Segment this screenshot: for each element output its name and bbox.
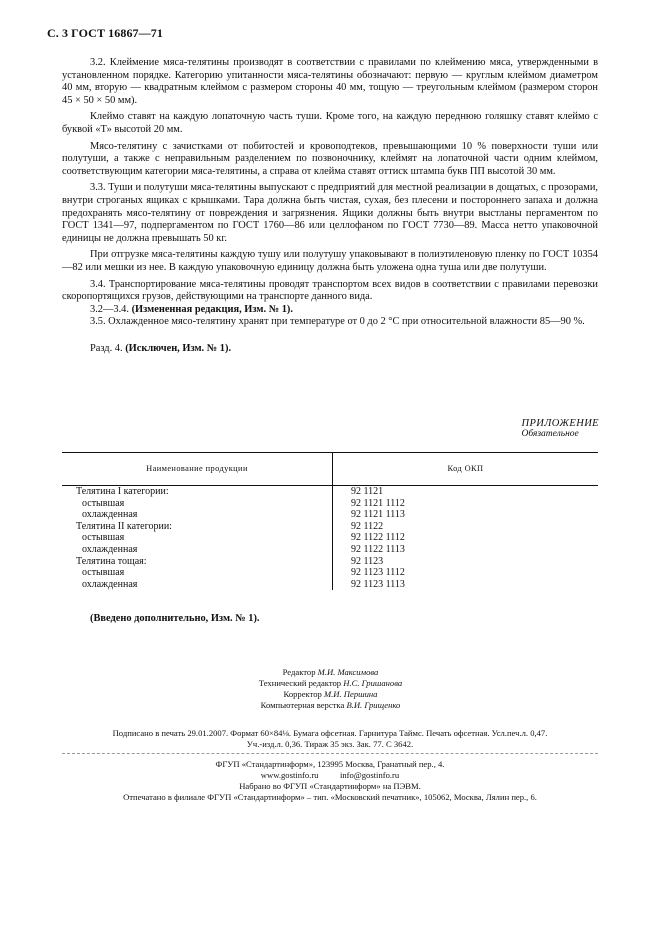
paragraph-section-4: [62, 343, 598, 356]
footer-website: www.gostinfo.ru: [260, 770, 319, 780]
layout-role: Компьютерная верстка: [260, 700, 345, 710]
product-name-cell: Телятина II категории:: [62, 521, 333, 533]
proofreader-name: М.И. Першина: [323, 689, 378, 699]
product-name-cell: Телятина I категории:: [62, 486, 333, 498]
footer-line-3: Набрано во ФГУП «Стандартинформ» на ПЭВМ.: [239, 781, 421, 791]
imprint-block: [40, 728, 620, 750]
imprint-line-1: Подписано в печать 29.01.2007. Формат 60×84⅛. Бумага офсетная. Гарнитура Таймс. Печать офсетная. Усл.печ.л. 0,47.: [112, 728, 548, 738]
paragraph-3-4: 3.4. Транспортирование мяса-телятины проводят транспортом всех видов в соответствии с правилами перевозки скоропортящихся грузов, действующими на транспорте данного вида.: [62, 278, 598, 303]
tech-editor-role: Технический редактор: [258, 678, 342, 688]
okp-code-cell: 92 1123: [351, 555, 384, 567]
credits-block: [0, 667, 661, 711]
table-row: [62, 498, 598, 510]
appendix-heading: [522, 418, 600, 439]
appendix-title: ПРИЛОЖЕНИЕ: [521, 418, 599, 429]
main-text: [62, 57, 598, 355]
okp-code-cell: 92 1121 1113: [351, 509, 405, 521]
page-header: С. 3 ГОСТ 16867—71: [47, 26, 163, 40]
paragraph-trimmings: Мясо-телятину с зачистками от побитостей и кровоподтеков, превышающими 10 % поверхности туши или полутуши, а также с неправильным разделением по позвоночнику, клеймят на лопаточной части одним клеймом, соответствующим категории мяса-телятины, а справа от клейма ставят оттиск штампа букв ПП высотой 30 мм.: [62, 140, 598, 177]
product-name-cell: остывшая: [62, 532, 333, 544]
okp-code-table: [62, 452, 598, 590]
proofreader-role: Корректор: [283, 689, 322, 699]
tech-editor-name: Н.С. Гришанова: [343, 678, 403, 688]
table-row: [62, 532, 598, 544]
table-row: [62, 486, 598, 498]
table-row: [62, 521, 598, 533]
product-name-cell: охлажденная: [62, 544, 333, 556]
paragraph-shipping: При отгрузке мяса-телятины каждую тушу или полутушу упаковывают в полиэтиленовую пленку по ГОСТ 10354—82 или мешки из нее. В каждую упаковочную единицу должна быть уложена одна туша или две полутуши.: [62, 249, 598, 273]
okp-code-cell: 92 1121: [351, 486, 384, 497]
amendment-prefix: 3.2—3.4.: [90, 303, 129, 315]
credit-tech-editor: [0, 678, 661, 689]
table-header-row: [62, 453, 598, 486]
section-4-prefix: Разд. 4.: [90, 342, 123, 354]
table-row: [62, 509, 598, 521]
credit-layout: [0, 700, 661, 711]
product-name-cell: остывшая: [62, 498, 333, 510]
credit-editor: [0, 667, 661, 678]
table-row: [62, 579, 598, 591]
okp-code-cell: 92 1123 1112: [351, 567, 405, 579]
paragraph-amendment: [62, 304, 598, 317]
added-note: (Введено дополнительно, Изм. № 1).: [90, 613, 260, 624]
imprint-line-2: Уч.-изд.л. 0,36. Тираж 35 экз. Зак. 77. С 3642.: [246, 739, 414, 749]
table-row: [62, 556, 598, 568]
section-4-note: (Исключен, Изм. № 1).: [125, 342, 232, 354]
amendment-note: (Измененная редакция, Изм. № 1).: [131, 303, 293, 315]
layout-name: В.И. Грищенко: [346, 700, 401, 710]
publisher-footer: [40, 759, 620, 803]
column-header-product: Наименование продукции: [62, 453, 333, 486]
table-row: [62, 544, 598, 556]
okp-code-cell: 92 1122: [351, 520, 384, 532]
editor-name: М.И. Максимова: [317, 667, 379, 677]
editor-role: Редактор: [282, 667, 316, 677]
separator-line: [62, 753, 598, 754]
footer-line-1: ФГУП «Стандартинформ», 123995 Москва, Гранатный пер., 4.: [215, 759, 445, 769]
paragraph-stamp-placement: Клеймо ставят на каждую лопаточную часть туши. Кроме того, на каждую переднюю голяшку ставят клеймо с буквой «Т» высотой 20 мм.: [62, 111, 598, 135]
footer-email: info@gostinfo.ru: [339, 770, 400, 780]
table-row: [62, 567, 598, 579]
credit-proofreader: [0, 689, 661, 700]
paragraph-3-3: 3.3. Туши и полутуши мяса-телятины выпускают с предприятий для местной реализации в дощатых, с прозорами, внутри строганых ящиках с крышками. Тара должна быть чистая, сухая, без плесени и постороннего запаха и должна предохранять мясо-телятину от повреждения и загрязнения. Ящики должны быть внутри выстланы пергаментом по ГОСТ 1341—97, подпергаментом по ГОСТ 1760—86 или целлофаном по ГОСТ 7730—89. Масса нетто упаковочной единицы не должна превышать 50 кг.: [62, 182, 598, 244]
footer-line-2: [40, 770, 620, 781]
paragraph-3-5: 3.5. Охлажденное мясо-телятину хранят при температуре от 0 до 2 °С при относительной влажности 85—90 %.: [90, 316, 585, 328]
okp-code-cell: 92 1123 1113: [351, 578, 405, 590]
okp-code-cell: 92 1121 1112: [351, 497, 405, 509]
footer-line-4: Отпечатано в филиале ФГУП «Стандартинформ» – тип. «Московский печатник», 105062, Москва, Лялин пер., 6.: [123, 792, 537, 802]
table-body: [62, 486, 598, 591]
okp-code-cell: 92 1122 1113: [351, 543, 405, 555]
column-header-okp: Код ОКП: [333, 453, 599, 486]
product-name-cell: остывшая: [62, 567, 333, 579]
product-name-cell: охлажденная: [62, 509, 333, 521]
okp-code-cell: 92 1122 1112: [351, 532, 405, 544]
paragraph-3-2: 3.2. Клеймение мяса-телятины производят в соответствии с правилами по клеймению мяса, утвержденными в установленном порядке. Категорию упитанности мяса-телятины обозначают: первую — круглым клеймом диаметром 40 мм, вторую — квадратным клеймом с размером стороны 40 мм, тощую — треугольным клеймом (размером сторон 45 × 50 × 50 мм).: [62, 57, 598, 106]
product-name-cell: охлажденная: [62, 579, 333, 591]
appendix-subtitle: Обязательное: [521, 429, 579, 439]
product-name-cell: Телятина тощая:: [62, 556, 333, 568]
